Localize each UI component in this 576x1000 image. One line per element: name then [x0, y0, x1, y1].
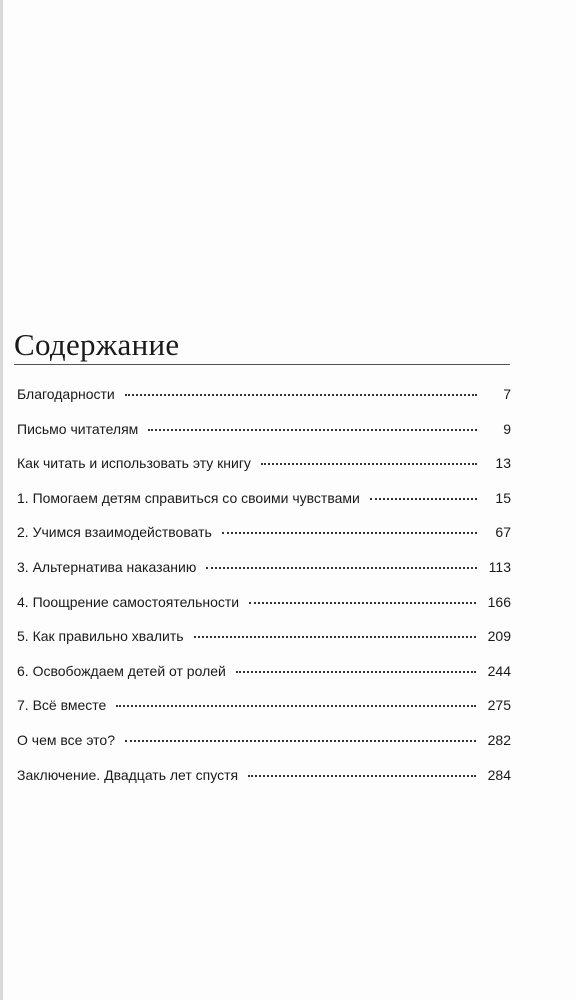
- toc-entry: [17, 559, 511, 594]
- title-divider: [14, 364, 510, 365]
- dot-leader: [370, 498, 477, 500]
- toc-entry-page: 113: [488, 558, 511, 575]
- dot-leader: [125, 740, 476, 742]
- toc-entry: [17, 663, 511, 698]
- toc-entry-page: 244: [487, 662, 511, 679]
- dot-leader: [206, 567, 476, 569]
- toc-entry-page: 209: [487, 628, 511, 645]
- toc-entry-label: Письмо читателям: [17, 420, 139, 437]
- dot-leader: [116, 705, 475, 707]
- toc-entry-page: 7: [503, 386, 511, 402]
- toc-entry-page: 9: [503, 420, 511, 437]
- dot-leader: [248, 775, 476, 777]
- toc-entry-label: 7. Всё вместе: [17, 697, 107, 714]
- toc-entry: [17, 732, 511, 767]
- toc-entry: [17, 767, 511, 802]
- toc-entry-label: 1. Помогаем детям справиться со своими чувствами: [17, 489, 360, 506]
- toc-entry: [17, 594, 511, 629]
- toc-entry-label: Как читать и использовать эту книгу: [17, 455, 251, 472]
- toc-entry-page: 284: [487, 766, 511, 783]
- toc-entry-label: Благодарности: [17, 386, 115, 402]
- page-edge: [0, 0, 3, 1000]
- toc-entry-page: 282: [487, 731, 511, 748]
- toc-entry-page: 13: [495, 455, 511, 472]
- dot-leader: [125, 394, 477, 396]
- toc-title: Содержание: [14, 327, 180, 362]
- toc-entry: [17, 455, 511, 490]
- toc-entry-label: О чем все это?: [17, 731, 115, 748]
- toc-entry: [17, 490, 511, 525]
- toc-entry-page: 275: [487, 697, 511, 714]
- toc-entry: [17, 628, 511, 663]
- dot-leader: [249, 602, 476, 604]
- toc-entry: [17, 697, 511, 732]
- toc-entry: [17, 386, 511, 421]
- dot-leader: [194, 636, 476, 638]
- dot-leader: [148, 429, 477, 431]
- toc-entry-page: 67: [495, 524, 511, 541]
- toc-entry-label: 4. Поощрение самостоятельности: [17, 593, 240, 610]
- toc-entry-page: 166: [487, 593, 511, 610]
- dot-leader: [236, 671, 476, 673]
- dot-leader: [222, 532, 477, 534]
- dot-leader: [261, 463, 477, 465]
- toc-entry-label: 2. Учимся взаимодействовать: [17, 524, 212, 541]
- toc-entry-page: 15: [495, 489, 511, 506]
- toc-entry-label: 3. Альтернатива наказанию: [17, 558, 197, 575]
- toc-list: [17, 386, 511, 801]
- toc-entry: [17, 421, 511, 456]
- toc-entry-label: 5. Как правильно хвалить: [17, 628, 184, 645]
- toc-entry: [17, 524, 511, 559]
- toc-entry-label: 6. Освобождаем детей от ролей: [17, 662, 226, 679]
- toc-entry-label: Заключение. Двадцать лет спустя: [17, 766, 239, 783]
